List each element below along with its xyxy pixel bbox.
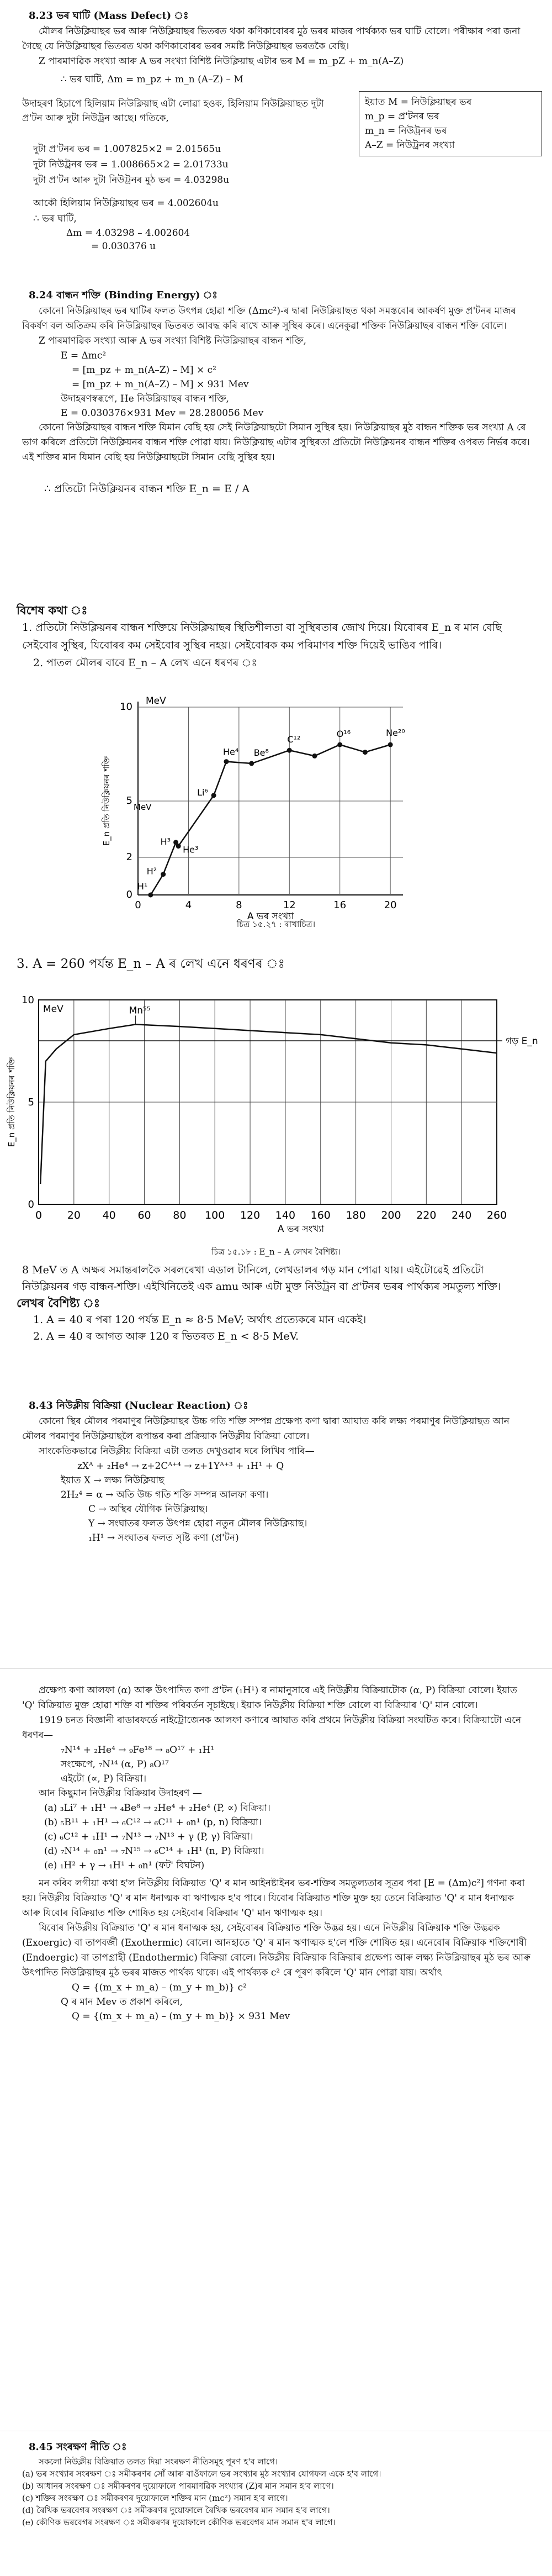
calc-line: = 0.030376 u <box>91 241 156 252</box>
section-conservation <box>0 2431 552 2528</box>
note-item: 1. প্ৰতিটো নিউক্লিয়নৰ বান্ধন শক্তিয়ে নিউক্লিয়াছৰ স্থিতিশীলতা বা সুস্থিৰতাৰ জোখ দিয়ে। যিবোৰৰ E_n ৰ মান বেছি সেইবোৰ সুস্থিৰ, যিবোৰৰ কম সেইবোৰ সুস্থিৰ নহয়। সেইবোৰক কম পৰিমাণৰ শক্তি দিয়েই ভাঙিব পাৰি। <box>22 621 502 651</box>
legend-line: Y → সংঘাতৰ ফলত উৎপন্ন হোৱা নতুন মৌলৰ নিউক্লিয়াছ। <box>88 1518 307 1529</box>
feature-item: 2. A = 40 ৰ আগত আৰু 120 ৰ ভিতৰত E_n < 8·5 MeV. <box>33 1330 299 1342</box>
point-label: He³ <box>183 844 199 855</box>
data-point <box>337 742 342 747</box>
paragraph: কোনো স্থিৰ মৌলৰ পৰমাণুৰ নিউক্লিয়াছৰ উচ্চ গতি শক্তি সম্পন্ন প্ৰক্ষেপ্য কণা দ্বাৰা আঘাত কৰি লক্ষ্য পৰমাণুৰ নিউক্লিয়াছত আন মৌলৰ পৰমাণুৰ নিউক্লিয়াছলৈ ৰূপান্তৰ কৰা প্ৰক্ৰিয়াক নিউক্লীয় বিক্ৰিয়া বোলে। <box>22 1416 509 1442</box>
legend-item: m_p = প্ৰ'টনৰ ভৰ <box>365 111 439 122</box>
y-tick-label: 5 <box>28 1097 34 1108</box>
data-point <box>312 754 317 758</box>
x-tick-label: 0 <box>135 899 141 911</box>
point-label: C¹² <box>287 734 301 745</box>
calc-line: Δm = 4.03298 – 4.002604 <box>66 228 190 239</box>
legend-item: A–Z = নিউট্ৰনৰ সংখ্যা <box>365 140 455 151</box>
point-label: Li⁶ <box>197 787 208 798</box>
y-axis-label: E_n প্ৰতি নিউক্লিয়নৰ শক্তি <box>7 1057 17 1147</box>
data-point <box>363 750 368 755</box>
paragraph: সকলো নিউক্লীয় বিক্ৰিয়াত তলত দিয়া সংৰক্ষণ নীতিসমূহ পূৰণ হ'ব লাগে। <box>39 2457 278 2467</box>
section-full-range-chart <box>0 956 552 972</box>
x-axis-label: A ভৰ সংখ্যা <box>277 1224 325 1235</box>
data-point <box>249 761 254 766</box>
point-label: O¹⁶ <box>336 729 351 739</box>
paragraph: প্ৰক্ষেপ্য কণা আলফা (α) আৰু উৎপাদিত কণা প্ৰ'টন (₁H¹) ৰ নামানুসাৰে এই নিউক্লীয় বিক্ৰিয়াটোক (α, P) বিক্ৰিয়া বোলে। ইয়াত 'Q' বিক্ৰিয়াত মুক্ত হোৱা শক্তি বা শক্তিৰ পৰিবৰ্তন সূচাইছে। ইয়াক নিউক্লীয় বিক্ৰিয়া শক্তি বোলে বা বিক্ৰিয়াৰ 'Q' মান বোলে। <box>22 1685 517 1711</box>
reaction-example: (e) ₁H² + γ → ₁H¹ + ₀n¹ (ফট' বিঘটন) <box>44 1860 205 1871</box>
reaction-equation: সংক্ষেপে, ₇N¹⁴ (α, P) ₈O¹⁷ <box>61 1759 169 1770</box>
point-label: H¹ <box>137 881 148 892</box>
unit-label: MeV <box>134 802 152 812</box>
y-tick-label: 0 <box>28 1199 34 1210</box>
data-line <box>151 745 390 895</box>
x-tick-label: 20 <box>384 899 397 911</box>
paragraph: Z পাৰমাণৱিক সংখ্যা আৰু A ভৰ সংখ্যা বিশিষ্ট নিউক্লিয়াছৰ বান্ধন শক্তি, <box>39 335 307 346</box>
equation: E = Δmc² <box>61 350 107 361</box>
equation: = [m_pz + m_n(A–Z) – M] × c² <box>72 365 216 376</box>
legend-line: ইয়াত X → লক্ষ্য নিউক্লিয়াছ <box>61 1475 164 1486</box>
point-label: Be⁸ <box>253 747 269 758</box>
calc-line: আকৌ হিলিয়াম নিউক্লিয়াছৰ ভৰ = 4.002604u <box>33 198 219 209</box>
symbol-legend <box>359 91 542 156</box>
reaction-equation: zXᴬ + ₂He⁴ → z+2Cᴬ⁺⁴ → z+1Yᴬ⁺³ + ₁H¹ + Q <box>77 1461 284 1472</box>
point-label: Ne²⁰ <box>386 728 405 738</box>
x-tick-label: 60 <box>137 1209 151 1221</box>
data-point <box>176 844 181 849</box>
x-tick-label: 180 <box>346 1209 366 1221</box>
reaction-equation: এইটো (∝, P) বিক্ৰিয়া। <box>61 1773 147 1784</box>
x-tick-label: 200 <box>381 1209 401 1221</box>
y-tick-label: 10 <box>120 701 132 713</box>
calc-line: দুটা প্ৰ'টনৰ ভৰ = 1.007825×2 = 2.01565u <box>33 144 221 155</box>
section-nuclear-reaction-cont <box>0 1668 552 2024</box>
calc-line: ∴ ভৰ ঘাটি, <box>33 213 77 224</box>
notes-heading: বিশেষ কথা ঃ <box>17 603 88 617</box>
reaction-example: (a) ₃Li⁷ + ₁H¹ → ₄Be⁸ → ₂He⁴ + ₂He⁴ (P, ∝) বিক্ৰিয়া। <box>44 1803 270 1814</box>
conservation-item: (b) আধানৰ সংৰক্ষণ ঃ সমীকৰণৰ দুয়োফালে পাৰমাণৱিক সংখ্যাৰ (Z)ৰ মান সমান হ'ব লাগে। <box>22 2481 334 2491</box>
x-tick-label: 40 <box>102 1209 116 1221</box>
y-tick-label: 2 <box>126 851 132 863</box>
section-nuclear-reaction <box>0 1398 552 1545</box>
paragraph: যিবোৰ নিউক্লীয় বিক্ৰিয়াত 'Q' ৰ মান ধনাত্মক হয়, সেইবোৰৰ বিক্ৰিয়াত শক্তি উদ্ভৱ হয়। এনে নিউক্লীয় বিক্ৰিয়াক শক্তি উদ্ভৱক (Exoergic) বা তাপবৰ্জী (Exothermic) বোলে। আনহাতে 'Q' ৰ মান ঋণাত্মক হ'লে শক্তি শোষিত হয়। এনেবোৰ বিক্ৰিয়াক শক্তিশোষী (Endoergic) বা তাপগ্ৰাহী (Endothermic) বিক্ৰিয়া বোলে। নিউক্লীয় বিক্ৰিয়াক বিক্ৰিয়াৰ প্ৰক্ষেপ্য আৰু লক্ষ্য নিউক্লিয়াছৰ মুঠ ভৰ আৰু উৎপাদিত নিউক্লিয়াছৰ মুঠ ভৰৰ মাজত পাৰ্থক্য থাকে। এই পাৰ্থক্যক c² ৰে পূৰণ কৰিলে 'Q' মান পোৱা যায়। অৰ্থাৎ <box>22 1922 530 1978</box>
paragraph: কোনো নিউক্লিয়াছৰ ভৰ ঘাটিৰ ফলত উৎপন্ন হোৱা শক্তি (Δmc²)-ৰ দ্বাৰা নিউক্লিয়াছত থকা সমস্তবোৰ আকৰ্ষণ মুক্ত প্ৰ'টনৰ মাজৰ বিকৰ্ষণ বল অতিক্ৰম কৰি নিউক্লিয়াছৰ ভিতৰত আবদ্ধ কৰি ৰাখে আৰু সুস্থিৰ কৰে। এনেকুৱা শক্তিক নিউক্লিয়াছৰ বান্ধন শক্তি বোলে। <box>22 305 516 331</box>
conservation-item: (e) কৌণিক ভৰবেগৰ সংৰক্ষণ ঃ সমীকৰণৰ দুয়োফালে কৌণিক ভৰবেগৰ মান সমান হ'ব লাগে। <box>22 2517 336 2527</box>
equation: উদাহৰণস্বৰূপে, He নিউক্লিয়াছৰ বান্ধন শক্তি, <box>61 393 230 404</box>
chart-en-vs-a-full <box>0 983 552 1243</box>
section-heading: 8.43 নিউক্লীয় বিক্ৰিয়া (Nuclear Reaction) ঃ <box>29 1400 248 1411</box>
section-chart2-text <box>0 1246 552 1345</box>
legend-line: C → অস্থিৰ যৌগিক নিউক্লিয়াছ। <box>88 1504 208 1515</box>
section-mass-defect <box>0 8 552 251</box>
features-heading: লেখৰ বৈশিষ্ট্য ঃ <box>17 1296 100 1310</box>
q-equation: Q ৰ মান Mev ত প্ৰকাশ কৰিলে, <box>61 1996 183 2008</box>
examples-heading: আন কিছুমান নিউক্লীয় বিক্ৰিয়াৰ উদাহৰণ — <box>39 1788 202 1799</box>
y-tick-label: 5 <box>126 795 132 807</box>
section-heading: 8.24 বান্ধন শক্তি (Binding Energy) ঃ <box>29 289 217 301</box>
peak-label: Mn⁵⁵ <box>129 1005 151 1016</box>
section-heading: 8.45 সংৰক্ষণ নীতি ঃ <box>29 2441 127 2453</box>
section-heading: 8.23 ভৰ ঘাটি (Mass Defect) ঃ <box>29 10 189 22</box>
note-item: 2. পাতল মৌলৰ বাবে E_n – A লেখ এনে ধৰণৰ ঃ <box>33 657 257 669</box>
reaction-example: (b) ₅B¹¹ + ₁H¹ → ₆C¹² → ₆C¹¹ + ₀n¹ (p, n) বিক্ৰিয়া। <box>44 1817 262 1828</box>
paragraph: Z পাৰমাণৱিক সংখ্যা আৰু A ভৰ সংখ্যা বিশিষ্ট নিউক্লিয়াছ এটাৰ ভৰ M = m_pZ + m_n(A–Z) <box>39 56 404 67</box>
section-notes <box>0 602 552 672</box>
legend-line: 2H₂⁴ = α → অতি উচ্চ গতি শক্তি সম্পন্ন আলফা কণা। <box>61 1489 269 1500</box>
y-tick-label: 10 <box>22 994 34 1006</box>
paragraph: উদাহৰণ হিচাপে হিলিয়াম নিউক্লিয়াছ এটা লোৱা হওক, হিলিয়াম নিউক্লিয়াছত দুটা প্ৰ'টন আৰু দুটা নিউট্ৰন আছে। গতিকে, <box>22 98 324 124</box>
conservation-item: (a) ভৰ সংখ্যাৰ সংৰক্ষণ ঃ সমীকৰণৰ সোঁ আৰু বাওঁফালে ভৰ সংখ্যাৰ মুঠ সংখ্যাৰ যোগফল একে হ'ব লাগে। <box>22 2469 381 2479</box>
x-tick-label: 100 <box>205 1209 225 1221</box>
paragraph: মন কৰিব লগীয়া কথা হ'ল নিউক্লীয় বিক্ৰিয়াত 'Q' ৰ মান আইনষ্টাইনৰ ভৰ-শক্তিৰ সমতুল্যতাৰ সূত্ৰৰ পৰা [E = (Δm)c²] গণনা কৰা হয়। নিউক্লীয় বিক্ৰিয়াত 'Q' ৰ মান ধনাত্মক বা ঋণাত্মক হ'ব পাৰে। যিবোৰ বিক্ৰিয়াত শক্তি মুক্ত হয় তেনে বিক্ৰিয়াত 'Q' ৰ মান ধনাত্মক আৰু যিবোৰ বিক্ৰিয়াত শক্তি শোষিত হয় সেইবোৰ বিক্ৰিয়াৰ 'Q' মান ঋণাত্মক হয়। <box>22 1878 525 1919</box>
paragraph: কোনো নিউক্লিয়াছৰ বান্ধন শক্তি যিমান বেছি হয় সেই নিউক্লিয়াছটো সিমান সুস্থিৰ হয়। নিউক্লিয়াছৰ মুঠ বান্ধন শক্তিক ভৰ সংখ্যা A ৰে ভাগ কৰিলে প্ৰতিটো নিউক্লিয়নৰ বান্ধন শক্তি পোৱা যায়। নিউক্লিয়াছ এটাৰ সুস্থিৰতা প্ৰতিটো নিউক্লিয়নৰ বান্ধন শক্তিৰ ওপৰত নিৰ্ভৰ কৰে। এই শক্তিৰ মান যিমান বেছি হয় নিউক্লিয়াছটো সিমান বেছি সুস্থিৰ হয়। <box>22 422 530 463</box>
x-tick-label: 260 <box>486 1209 507 1221</box>
figure-caption: চিত্ৰ ১৫.২৭ : ৰাখাচিত্ৰ। <box>236 919 316 929</box>
x-tick-label: 240 <box>452 1209 472 1221</box>
reaction-example: (d) ₇N¹⁴ + ₀n¹ → ₇N¹⁵ → ₆C¹⁴ + ₁H¹ (n, P) বিক্ৰিয়া। <box>44 1846 264 1857</box>
y-tick-label: 0 <box>126 889 132 900</box>
paragraph: 8 MeV ত A অক্ষৰ সমান্তৰালকৈ সৰলৰেখা এডাল টানিলে, লেখডালৰ গড় মান পোৱা যায়। এইটোৱেই প্ৰতিটো নিউক্লিয়নৰ গড় বান্ধন-শক্তি। এইখিনিতেই এক amu আৰু এটা মুক্ত নিউট্ৰন বা প্ৰ'টনৰ ভৰৰ পাৰ্থক্যৰ সমতুল্য শক্তি। <box>22 1264 501 1293</box>
x-tick-label: 120 <box>240 1209 261 1221</box>
chart-light-elements <box>0 691 552 934</box>
feature-item: 1. A = 40 ৰ পৰা 120 পৰ্যন্ত E_n ≈ 8·5 MeV; অৰ্থাৎ প্ৰত্যেকৰে মান একেই। <box>33 1314 367 1326</box>
equation: E = 0.030376×931 Mev = 28.280056 Mev <box>61 408 264 419</box>
figure-caption: চিত্ৰ ১৫.১৮ : E_n – A লেখৰ বৈশিষ্ট্য। <box>211 1247 341 1257</box>
calc-line: দুটা প্ৰ'টন আৰু দুটা নিউট্ৰনৰ মুঠ ভৰ = 4.03298u <box>33 175 230 186</box>
point-label: H³ <box>160 836 171 847</box>
average-label: গড় E_n <box>506 1036 538 1047</box>
x-tick-label: 220 <box>416 1209 437 1221</box>
x-tick-label: 160 <box>310 1209 331 1221</box>
paragraph: মৌলৰ নিউক্লিয়াছৰ ভৰ আৰু নিউক্লিয়াছৰ ভিতৰত থকা কণিকাবোৰৰ মুঠ ভৰৰ মাজৰ পাৰ্থক্যক ভৰ ঘাটি বোলে। পৰীক্ষাৰ পৰা জনা গৈছে যে নিউক্লিয়াছৰ ভিতৰত থকা কণিকাবোৰৰ ভৰৰ সমষ্টি নিউক্লিয়াছৰ ভৰতকৈ বেছি। <box>22 26 521 52</box>
x-tick-label: 80 <box>173 1209 187 1221</box>
data-point <box>287 748 292 753</box>
data-point <box>211 793 216 798</box>
calc-line: দুটা নিউট্ৰনৰ ভৰ = 1.008665×2 = 2.01733u <box>33 159 229 170</box>
chart-full-range <box>0 983 552 1249</box>
x-tick-label: 140 <box>275 1209 296 1221</box>
x-tick-label: 12 <box>283 899 296 911</box>
data-point <box>388 742 393 747</box>
unit-label: MeV <box>43 1004 63 1015</box>
per-nucleon-formula: ∴ প্ৰতিটো নিউক্লিয়নৰ বান্ধন শক্তি E_n = E / A <box>44 483 250 495</box>
equation: = [m_pz + m_n(A–Z) – M] × 931 Mev <box>72 379 249 390</box>
data-point <box>224 759 229 764</box>
section-binding-energy <box>0 287 552 496</box>
paragraph: সাংকেতিকভাৱে নিউক্লীয় বিক্ৰিয়া এটা তলত দেখুওৱাৰ দৰে লিখিব পাৰি— <box>39 1446 315 1457</box>
point-label: He⁴ <box>223 746 239 757</box>
x-tick-label: 4 <box>185 899 192 911</box>
chart-en-vs-a-light <box>0 691 552 934</box>
legend-line: ₁H¹ → সংঘাতৰ ফলত সৃষ্টি কণা (প্ৰ'টন) <box>88 1532 239 1544</box>
x-tick-label: 16 <box>333 899 347 911</box>
y-axis-label: E_n প্ৰতি নিউক্লিয়নৰ শক্তি <box>102 756 112 846</box>
subheading: 3. A = 260 পৰ্যন্ত E_n – A ৰ লেখ এনে ধৰণৰ ঃ <box>17 957 285 971</box>
data-point <box>148 893 153 898</box>
x-tick-label: 8 <box>236 899 242 911</box>
equation: ∴ ভৰ ঘাটি, Δm = m_pz + m_n (A–Z) – M <box>61 74 243 85</box>
q-equation: Q = {(m_x + m_a) – (m_y + m_b)} c² <box>72 1982 247 1993</box>
legend-item: ইয়াত M = নিউক্লিয়াছৰ ভৰ <box>365 97 472 108</box>
data-point <box>161 872 166 877</box>
conservation-item: (d) ৰৈখিক ভৰবেগৰ সংৰক্ষণ ঃ সমীকৰণৰ দুয়োফালে ৰৈখিক ভৰবেগৰ মান সমান হ'ব লাগে। <box>22 2505 330 2515</box>
x-tick-label: 0 <box>35 1209 43 1221</box>
unit-label: MeV <box>146 696 166 707</box>
point-label: H² <box>146 866 157 877</box>
x-axis-label: A ভৰ সংখ্যা <box>247 911 294 922</box>
reaction-equation: ₇N¹⁴ + ₂He⁴ → ₉Fe¹⁸ → ₈O¹⁷ + ₁H¹ <box>61 1745 215 1756</box>
reaction-example: (c) ₆C¹² + ₁H¹ → ₇N¹³ → ₇N¹³ + γ (P, γ) বিক্ৰিয়া। <box>44 1831 253 1842</box>
q-equation: Q = {(m_x + m_a) – (m_y + m_b)} × 931 Mev <box>72 2011 290 2022</box>
legend-item: m_n = নিউট্ৰনৰ ভৰ <box>365 125 447 136</box>
conservation-item: (c) শক্তিৰ সংৰক্ষণ ঃ সমীকৰণৰ দুয়োফালে শক্তিৰ মান (mc²) সমান হ'ব লাগে। <box>22 2493 288 2503</box>
x-tick-label: 20 <box>67 1209 81 1221</box>
paragraph: 1919 চনত বিজ্ঞানী ৰাডাৰফৰ্ডে নাইট্ৰোজেনক আলফা কণাৰে আঘাত কৰি প্ৰথমে নিউক্লীয় বিক্ৰিয়া সংঘটিত কৰে। বিক্ৰিয়াটো এনে ধৰণৰ— <box>22 1715 522 1741</box>
